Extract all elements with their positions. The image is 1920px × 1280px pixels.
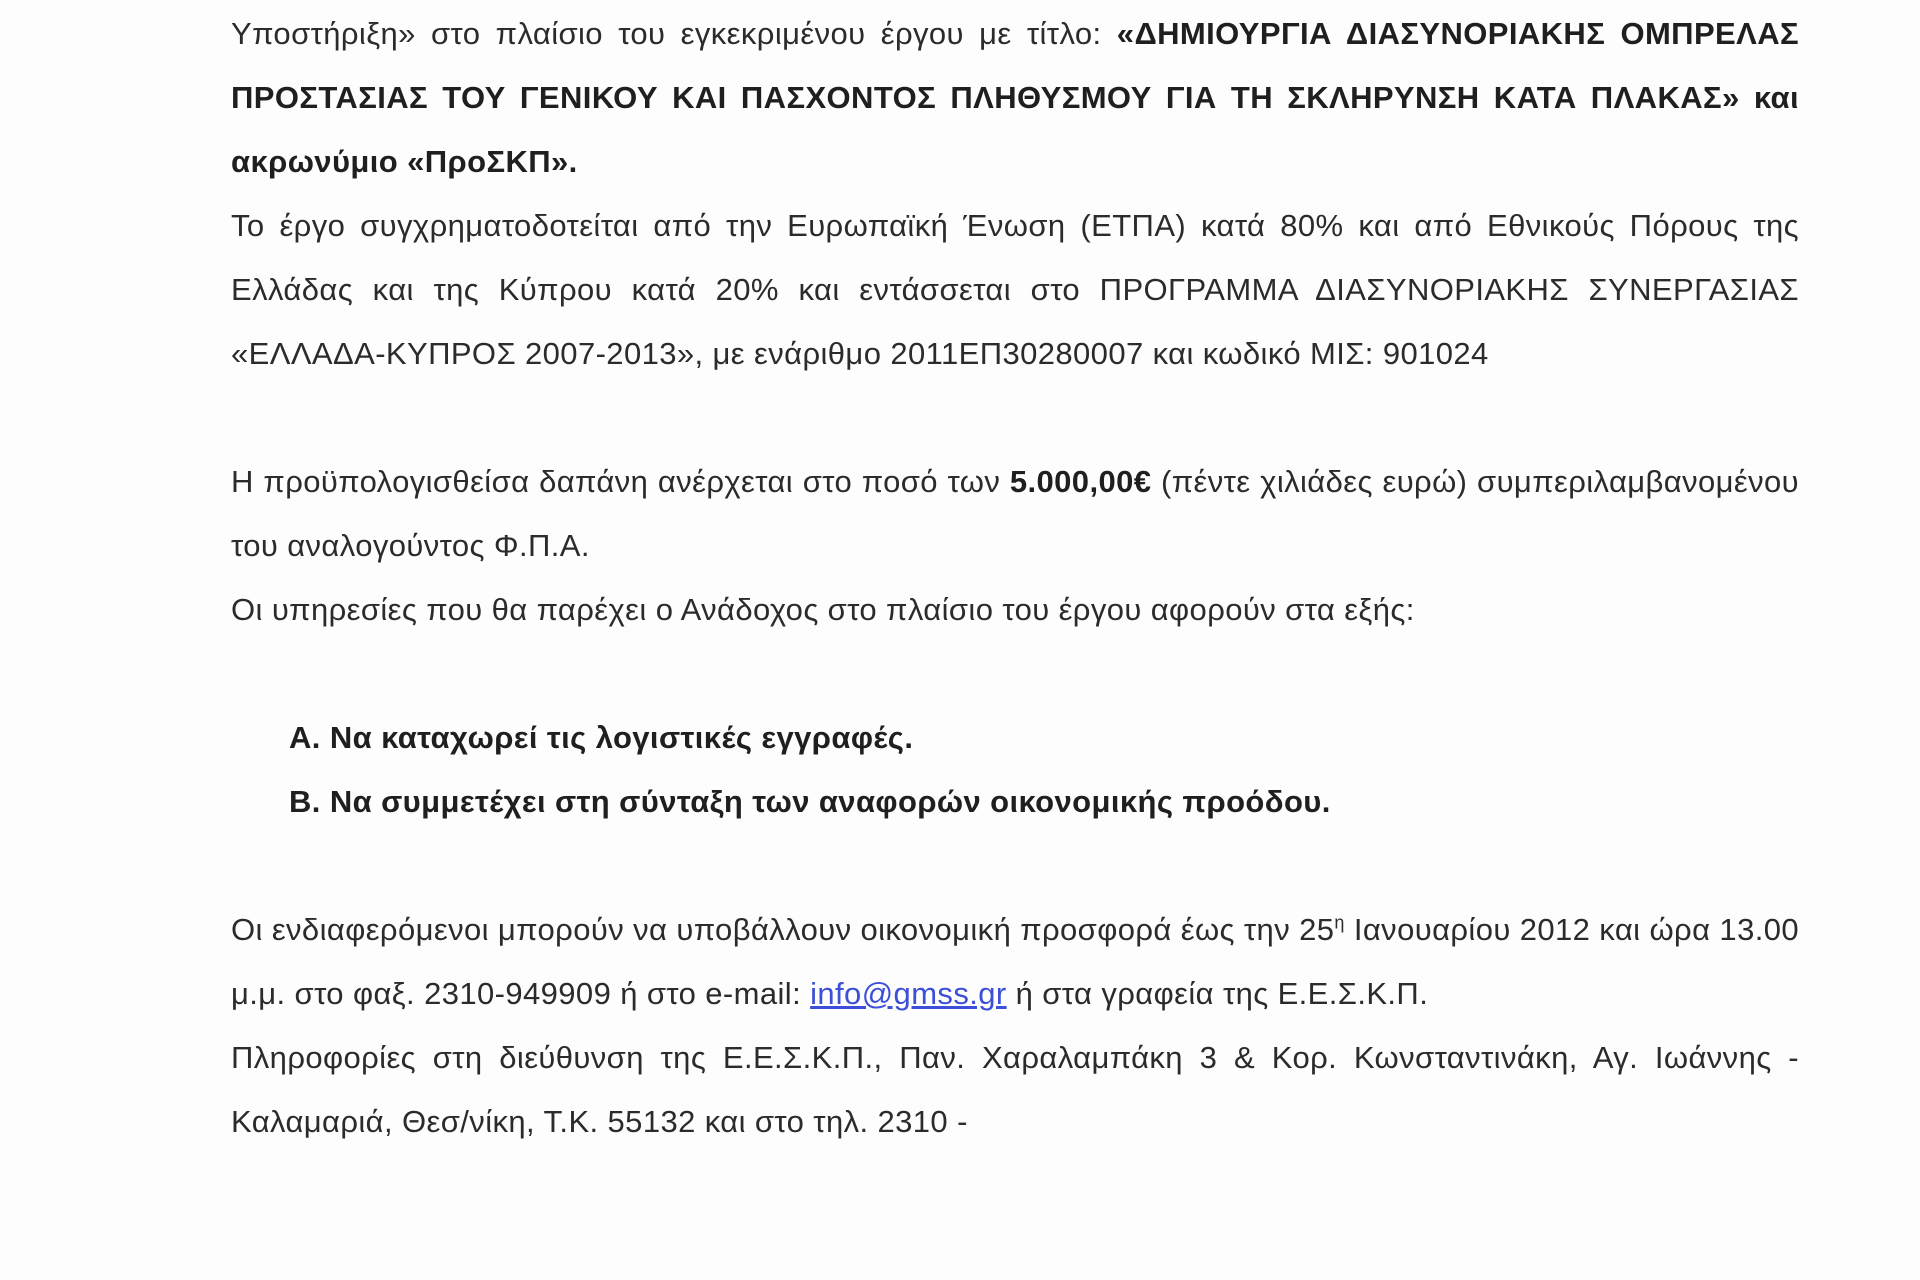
paragraph-budget	[231, 450, 1799, 578]
superscript: η	[1334, 912, 1345, 933]
spacer	[231, 642, 1799, 706]
paragraph-submission	[231, 898, 1799, 1026]
spacer	[231, 834, 1799, 898]
list-item: Α. Να καταχωρεί τις λογιστικές εγγραφές.	[289, 720, 914, 755]
paragraph-text: ή στα γραφεία της Ε.Ε.Σ.Κ.Π.	[1006, 976, 1429, 1011]
paragraph-info: Πληροφορίες στη διεύθυνση της Ε.Ε.Σ.Κ.Π., Παν. Χαραλαμπάκη 3 & Κορ. Κωνσταντινάκη, Αγ. Ιωάννης - Καλαμαριά, Θεσ/νίκη, Τ.Κ. 55132 και στο τηλ. 2310 -	[231, 1040, 1799, 1139]
paragraph-project-title	[231, 2, 1799, 194]
project-title: «ΔΗΜΙΟΥΡΓΙΑ ΔΙΑΣΥΝΟΡΙΑΚΗΣ ΟΜΠΡΕΛΑΣ ΠΡΟΣΤΑΣΙΑΣ ΤΟΥ ΓΕΝΙΚΟΥ ΚΑΙ ΠΑΣΧΟΝΤΟΣ ΠΛΗΘΥΣΜΟΥ ΓΙΑ ΤΗ ΣΚΛΗΡΥΝΣΗ ΚΑΤΑ ΠΛΑΚΑΣ»	[231, 16, 1799, 115]
paragraph-text: Ιανουαρίου 2012 και ώρα 13.00 μ.μ. στο φαξ. 2310-949909 ή στο e-mail:	[231, 912, 1799, 1011]
paragraph-text: (πέντε χιλιάδες ευρώ) συμπεριλαμβανομένου του αναλογούντος Φ.Π.Α.	[231, 464, 1800, 563]
paragraph-text: Υποστήριξη» στο πλαίσιο του εγκεκριμένου έργου με τίτλο:	[231, 16, 1117, 51]
paragraph-services: Οι υπηρεσίες που θα παρέχει ο Ανάδοχος στο πλαίσιο του έργου αφορούν στα εξής:	[231, 592, 1415, 627]
document-body	[231, 2, 1799, 1154]
paragraph-text: και ακρωνύμιο «ΠροΣΚΠ».	[231, 80, 1799, 179]
paragraph-text: Η προϋπολογισθείσα δαπάνη ανέρχεται στο ποσό των	[231, 464, 1010, 499]
spacer	[231, 386, 1799, 450]
email-link[interactable]: info@gmss.gr	[810, 976, 1007, 1011]
services-list	[231, 706, 1799, 834]
paragraph-funding: Το έργο συγχρηματοδοτείται από την Ευρωπαϊκή Ένωση (ΕΤΠΑ) κατά 80% και από Εθνικούς Πόρους της Ελλάδας και της Κύπρου κατά 20% και εντάσσεται στο ΠΡΟΓΡΑΜΜΑ ΔΙΑΣΥΝΟΡΙΑΚΗΣ ΣΥΝΕΡΓΑΣΙΑΣ «ΕΛΛΑΔΑ-ΚΥΠΡΟΣ 2007-2013», με ενάριθμο 2011ΕΠ30280007 και κωδικό ΜΙΣ: 901024	[231, 208, 1799, 371]
paragraph-text: Οι ενδιαφερόμενοι μπορούν να υποβάλλουν οικονομική προσφορά έως την 25	[231, 912, 1335, 947]
budget-amount: 5.000,00€	[1009, 464, 1152, 499]
list-item: Β. Να συμμετέχει στη σύνταξη των αναφορών οικονομικής προόδου.	[289, 784, 1331, 819]
